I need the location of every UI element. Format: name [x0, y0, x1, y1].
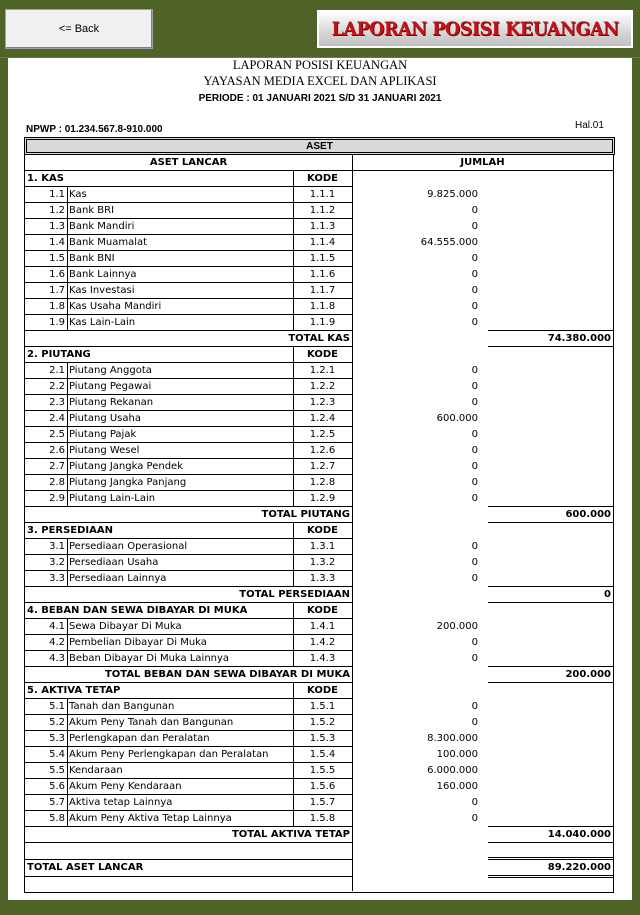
- group-title-row: [25, 346, 613, 362]
- npwp-label: NPWP : 01.234.567.8-910.000: [26, 124, 163, 135]
- item-value: 0: [471, 444, 478, 456]
- item-name: Bank Mandiri: [69, 220, 135, 232]
- kode-column-divider: [293, 522, 294, 586]
- group-title: 2. PIUTANG: [27, 348, 91, 360]
- grand-total-bottom-border: [488, 875, 613, 876]
- item-number: 1.1: [49, 188, 65, 200]
- group-total-label: TOTAL PERSEDIAAN: [239, 588, 350, 600]
- item-number: 4.2: [49, 636, 65, 648]
- title-banner: [317, 10, 633, 48]
- number-column-divider: [67, 362, 68, 506]
- item-number: 5.8: [49, 812, 65, 824]
- item-name: Piutang Jangka Pendek: [69, 460, 183, 472]
- item-kode: 1.3.2: [309, 556, 336, 568]
- kode-header: KODE: [307, 348, 338, 360]
- table-row: [25, 410, 613, 426]
- item-number: 1.4: [49, 236, 65, 248]
- table-row: [25, 618, 613, 634]
- col-header-jumlah: JUMLAH: [460, 156, 505, 168]
- total-top-border: [488, 586, 613, 587]
- table-row: [25, 234, 613, 250]
- table-row: [25, 538, 613, 554]
- table-row: [25, 218, 613, 234]
- group-total-value: 200.000: [565, 668, 611, 680]
- item-value: 0: [471, 572, 478, 584]
- item-value: 100.000: [436, 748, 478, 760]
- table-row: [25, 714, 613, 730]
- table-row: [25, 202, 613, 218]
- asset-table: [24, 154, 614, 893]
- item-kode: 1.2.5: [309, 428, 336, 440]
- item-number: 1.5: [49, 252, 65, 264]
- item-kode: 1.2.6: [309, 444, 336, 456]
- item-value: 0: [471, 652, 478, 664]
- item-kode: 1.2.1: [309, 364, 336, 376]
- item-name: Akum Peny Perlengkapan dan Peralatan: [69, 748, 269, 760]
- item-kode: 1.5.4: [309, 748, 336, 760]
- item-name: Persediaan Usaha: [69, 556, 159, 568]
- item-value: 0: [471, 700, 478, 712]
- item-number: 5.4: [49, 748, 65, 760]
- item-kode: 1.3.3: [309, 572, 336, 584]
- item-kode: 1.1.9: [309, 316, 336, 328]
- group-title: 3. PERSEDIAAN: [27, 524, 114, 536]
- item-name: Tanah dan Bangunan: [69, 700, 175, 712]
- table-row: [25, 570, 613, 586]
- item-kode: 1.2.2: [309, 380, 336, 392]
- kode-column-divider: [293, 346, 294, 506]
- item-name: Akum Peny Tanah dan Bangunan: [69, 716, 234, 728]
- item-number: 5.3: [49, 732, 65, 744]
- number-column-divider: [67, 186, 68, 330]
- top-toolbar: [0, 0, 640, 58]
- item-number: 5.2: [49, 716, 65, 728]
- item-number: 2.1: [49, 364, 65, 376]
- table-row: [25, 298, 613, 314]
- item-kode: 1.2.8: [309, 476, 336, 488]
- group-title: 1. KAS: [27, 172, 64, 184]
- item-value: 200.000: [436, 620, 478, 632]
- item-value: 64.555.000: [420, 236, 478, 248]
- kode-header: KODE: [307, 172, 338, 184]
- item-value: 0: [471, 316, 478, 328]
- kode-column-divider: [293, 170, 294, 330]
- item-number: 5.7: [49, 796, 65, 808]
- table-row: [25, 426, 613, 442]
- table-row: [25, 490, 613, 506]
- item-value: 0: [471, 492, 478, 504]
- item-kode: 1.5.8: [309, 812, 336, 824]
- table-row: [25, 634, 613, 650]
- table-row: [25, 378, 613, 394]
- item-number: 5.5: [49, 764, 65, 776]
- item-kode: 1.5.5: [309, 764, 336, 776]
- item-name: Bank BNI: [69, 252, 115, 264]
- item-number: 2.8: [49, 476, 65, 488]
- item-number: 4.3: [49, 652, 65, 664]
- report-title: LAPORAN POSISI KEUANGAN: [232, 58, 408, 72]
- item-number: 2.9: [49, 492, 65, 504]
- item-kode: 1.5.2: [309, 716, 336, 728]
- table-row: [25, 810, 613, 826]
- total-top-border: [488, 506, 613, 507]
- item-kode: 1.3.1: [309, 540, 336, 552]
- item-name: Bank Lainnya: [69, 268, 137, 280]
- item-name: Piutang Pegawai: [69, 380, 152, 392]
- group-total-label: TOTAL KAS: [288, 332, 350, 344]
- item-number: 3.1: [49, 540, 65, 552]
- table-row: [25, 250, 613, 266]
- row-divider: [25, 876, 352, 877]
- group-total-value: 600.000: [565, 508, 611, 520]
- table-row: [25, 730, 613, 746]
- group-total-label: TOTAL BEBAN DAN SEWA DIBAYAR DI MUKA: [104, 668, 350, 680]
- item-kode: 1.2.3: [309, 396, 336, 408]
- item-name: Piutang Jangka Panjang: [69, 476, 187, 488]
- kode-header: KODE: [307, 524, 338, 536]
- kode-column-divider: [293, 602, 294, 666]
- item-name: Sewa Dibayar Di Muka: [69, 620, 182, 632]
- item-number: 2.2: [49, 380, 65, 392]
- table-row: [25, 314, 613, 330]
- item-name: Pembelian Dibayar Di Muka: [69, 636, 207, 648]
- table-header-row: [25, 154, 613, 170]
- item-value: 0: [471, 812, 478, 824]
- group-total-label: TOTAL AKTIVA TETAP: [231, 828, 350, 840]
- item-number: 1.8: [49, 300, 65, 312]
- table-row: [25, 762, 613, 778]
- group-total-row: [25, 666, 613, 682]
- group-total-row: [25, 586, 613, 602]
- group-total-row: [25, 506, 613, 522]
- item-value: 9.825.000: [427, 188, 478, 200]
- group-title-row: [25, 522, 613, 538]
- item-kode: 1.1.5: [309, 252, 336, 264]
- table-row: [25, 266, 613, 282]
- item-kode: 1.1.6: [309, 268, 336, 280]
- table-row: [25, 778, 613, 794]
- item-value: 0: [471, 476, 478, 488]
- item-number: 2.4: [49, 412, 65, 424]
- item-value: 8.300.000: [427, 732, 478, 744]
- group-title: 5. AKTIVA TETAP: [27, 684, 121, 696]
- page-number: Hal.01: [575, 120, 604, 131]
- item-number: 1.6: [49, 268, 65, 280]
- group-title: 4. BEBAN DAN SEWA DIBAYAR DI MUKA: [27, 604, 248, 616]
- item-name: Perlengkapan dan Peralatan: [69, 732, 210, 744]
- group-total-value: 0: [604, 588, 611, 600]
- item-name: Piutang Rekanan: [69, 396, 154, 408]
- item-name: Piutang Lain-Lain: [69, 492, 156, 504]
- group-title-row: [25, 682, 613, 698]
- item-kode: 1.1.4: [309, 236, 336, 248]
- item-name: Akum Peny Aktiva Tetap Lainnya: [69, 812, 232, 824]
- item-kode: 1.2.7: [309, 460, 336, 472]
- item-kode: 1.5.3: [309, 732, 336, 744]
- item-kode: 1.5.6: [309, 780, 336, 792]
- table-row: [25, 650, 613, 666]
- item-value: 600.000: [436, 412, 478, 424]
- item-value: 0: [471, 540, 478, 552]
- group-total-value: 74.380.000: [547, 332, 611, 344]
- kode-column-divider: [293, 682, 294, 826]
- item-name: Piutang Wesel: [69, 444, 140, 456]
- item-value: 0: [471, 284, 478, 296]
- item-name: Kendaraan: [69, 764, 123, 776]
- item-number: 4.1: [49, 620, 65, 632]
- item-name: Akum Peny Kendaraan: [69, 780, 182, 792]
- item-value: 0: [471, 252, 478, 264]
- group-total-label: TOTAL PIUTANG: [261, 508, 350, 520]
- item-name: Piutang Anggota: [69, 364, 152, 376]
- row-divider: [25, 842, 352, 843]
- table-row: [25, 698, 613, 714]
- item-name: Aktiva tetap Lainnya: [69, 796, 173, 808]
- total-top-border: [488, 666, 613, 667]
- item-number: 5.6: [49, 780, 65, 792]
- number-column-divider: [67, 618, 68, 666]
- item-number: 1.7: [49, 284, 65, 296]
- item-name: Piutang Pajak: [69, 428, 137, 440]
- kode-header: KODE: [307, 684, 338, 696]
- item-name: Beban Dibayar Di Muka Lainnya: [69, 652, 230, 664]
- item-kode: 1.2.4: [309, 412, 336, 424]
- item-kode: 1.1.7: [309, 284, 336, 296]
- item-name: Persediaan Lainnya: [69, 572, 167, 584]
- item-kode: 1.1.8: [309, 300, 336, 312]
- table-row: [25, 442, 613, 458]
- item-value: 0: [471, 364, 478, 376]
- table-row: [25, 394, 613, 410]
- item-number: 2.5: [49, 428, 65, 440]
- item-value: 0: [471, 556, 478, 568]
- item-number: 3.3: [49, 572, 65, 584]
- table-row: [25, 186, 613, 202]
- table-row: [25, 554, 613, 570]
- item-value: 6.000.000: [427, 764, 478, 776]
- item-value: 0: [471, 204, 478, 216]
- item-number: 2.6: [49, 444, 65, 456]
- table-row: [25, 282, 613, 298]
- item-name: Bank Muamalat: [69, 236, 148, 248]
- item-number: 1.9: [49, 316, 65, 328]
- item-value: 0: [471, 380, 478, 392]
- item-value: 0: [471, 716, 478, 728]
- item-kode: 1.2.9: [309, 492, 336, 504]
- total-bottom-border: [488, 842, 613, 843]
- grand-total-bottom-border: [488, 877, 613, 878]
- item-name: Piutang Usaha: [69, 412, 141, 424]
- item-value: 160.000: [436, 780, 478, 792]
- item-value: 0: [471, 460, 478, 472]
- kode-header: KODE: [307, 604, 338, 616]
- number-column-divider: [67, 698, 68, 826]
- report-period: PERIODE : 01 JANUARI 2021 S/D 31 JANUARI 2021: [198, 93, 442, 104]
- table-row: [25, 458, 613, 474]
- banner-title: LAPORAN POSISI KEUANGAN: [331, 18, 619, 40]
- item-kode: 1.4.3: [309, 652, 336, 664]
- table-row: [25, 362, 613, 378]
- item-number: 2.3: [49, 396, 65, 408]
- section-header-aset: ASET: [24, 137, 615, 155]
- item-value: 0: [471, 796, 478, 808]
- total-top-border: [488, 330, 613, 331]
- group-total-row: [25, 826, 613, 842]
- item-number: 2.7: [49, 460, 65, 472]
- total-top-border: [488, 826, 613, 827]
- grand-total-value: 89.220.000: [547, 861, 611, 873]
- item-value: 0: [471, 268, 478, 280]
- item-number: 5.1: [49, 700, 65, 712]
- grand-total-label: TOTAL ASET LANCAR: [27, 861, 144, 873]
- group-title-row: [25, 602, 613, 618]
- item-number: 1.3: [49, 220, 65, 232]
- item-kode: 1.1.3: [309, 220, 336, 232]
- col-header-aset-lancar: ASET LANCAR: [149, 156, 228, 168]
- item-value: 0: [471, 300, 478, 312]
- item-value: 0: [471, 396, 478, 408]
- item-number: 1.2: [49, 204, 65, 216]
- item-kode: 1.5.1: [309, 700, 336, 712]
- group-total-row: [25, 330, 613, 346]
- table-row: [25, 474, 613, 490]
- number-column-divider: [67, 538, 68, 586]
- item-kode: 1.4.2: [309, 636, 336, 648]
- organization-name: YAYASAN MEDIA EXCEL DAN APLIKASI: [203, 74, 437, 88]
- item-name: Kas Investasi: [69, 284, 135, 296]
- item-number: 3.2: [49, 556, 65, 568]
- group-total-value: 14.040.000: [547, 828, 611, 840]
- item-kode: 1.5.7: [309, 796, 336, 808]
- item-name: Kas Lain-Lain: [69, 316, 136, 328]
- table-row: [25, 794, 613, 810]
- item-name: Kas: [69, 188, 87, 200]
- item-name: Bank BRI: [69, 204, 115, 216]
- item-value: 0: [471, 220, 478, 232]
- table-row: [25, 746, 613, 762]
- item-name: Persediaan Operasional: [69, 540, 188, 552]
- group-title-row: [25, 170, 613, 186]
- item-kode: 1.1.2: [309, 204, 336, 216]
- item-kode: 1.4.1: [309, 620, 336, 632]
- item-kode: 1.1.1: [309, 188, 336, 200]
- item-name: Kas Usaha Mandiri: [69, 300, 162, 312]
- back-button[interactable]: <= Back: [5, 9, 153, 49]
- grand-total-row: [25, 859, 613, 875]
- item-value: 0: [471, 428, 478, 440]
- grand-total-top-border: [488, 857, 613, 858]
- item-value: 0: [471, 636, 478, 648]
